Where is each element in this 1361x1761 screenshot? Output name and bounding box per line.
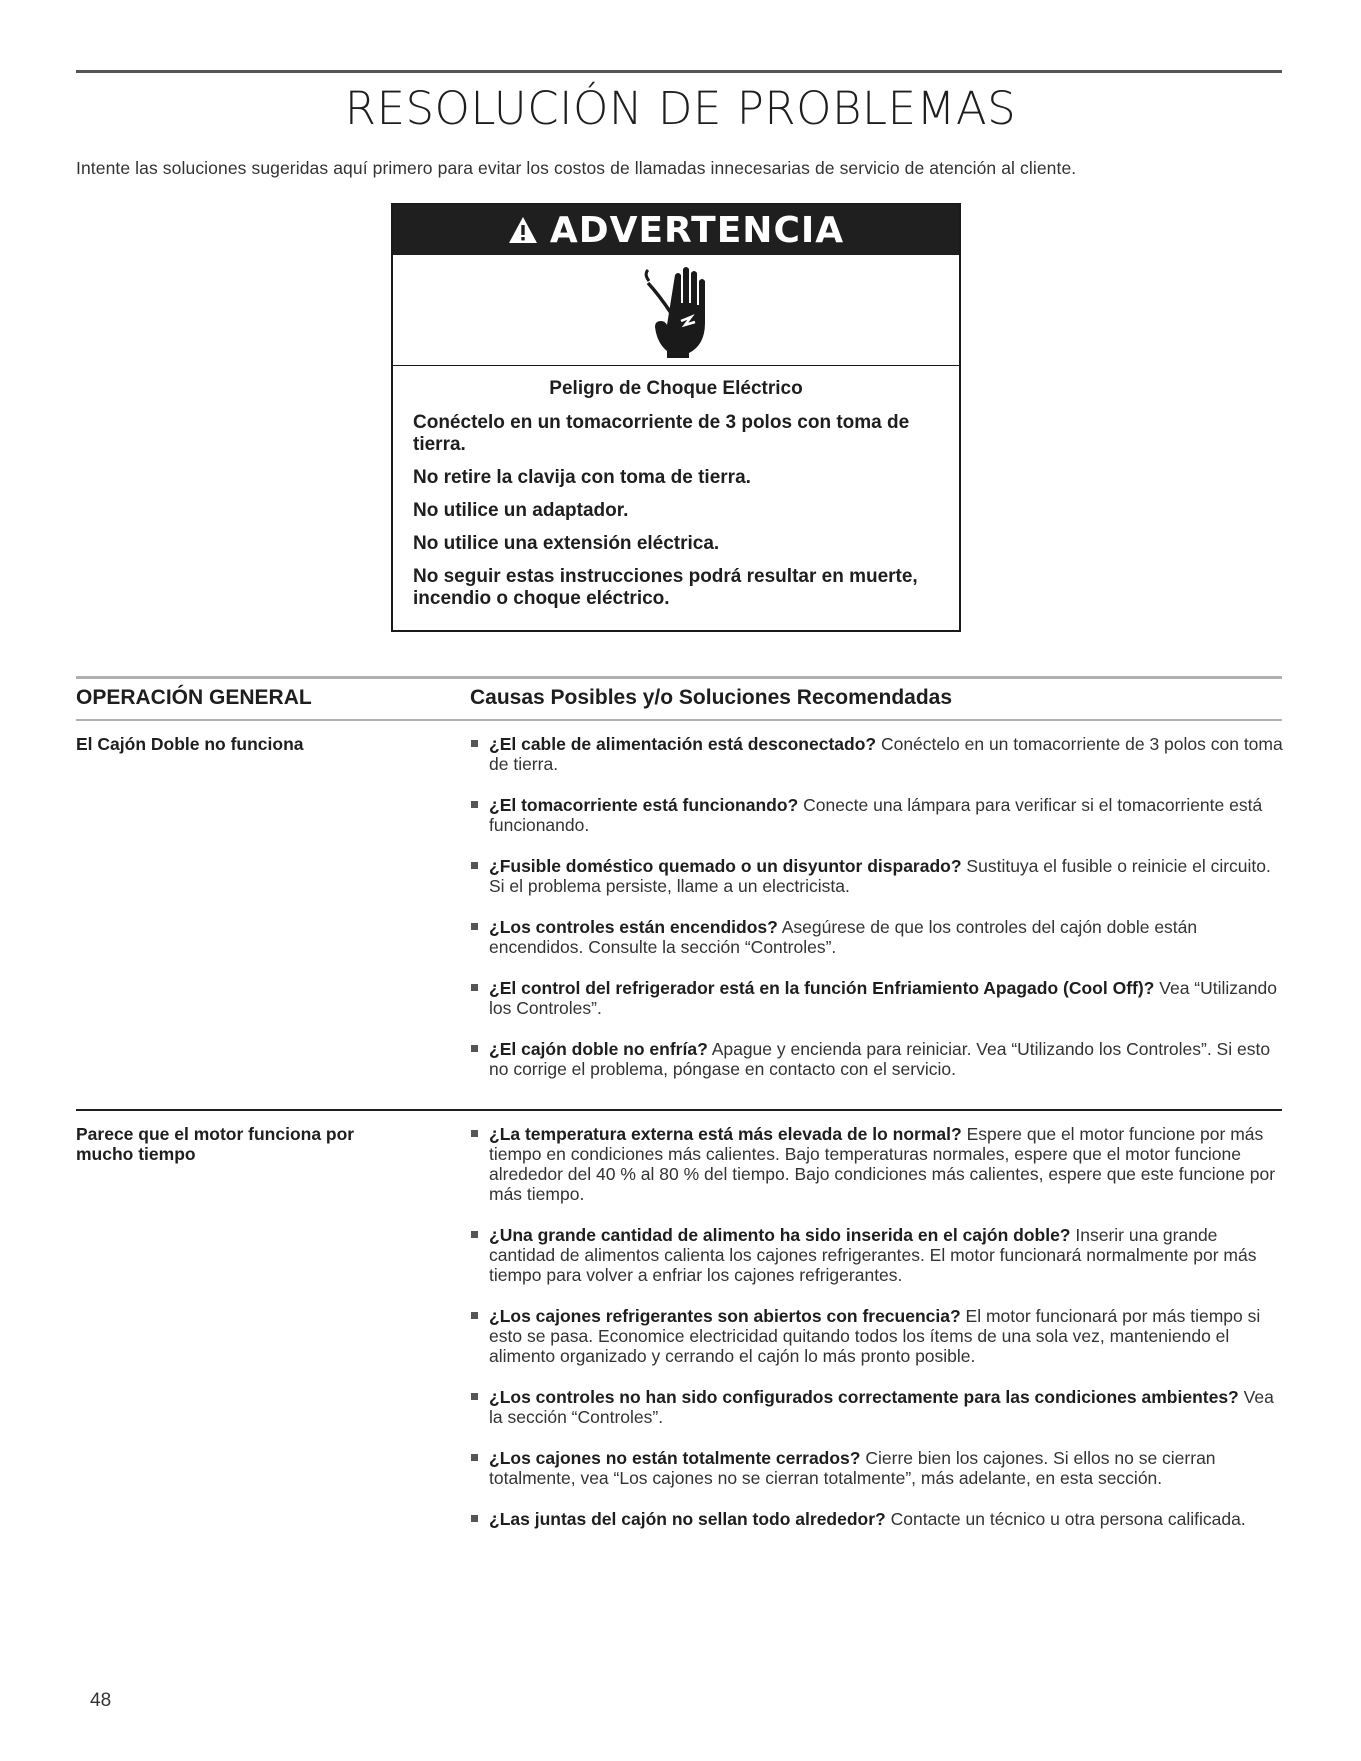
- warning-header: [393, 205, 959, 255]
- problem-title: Parece que el motor funciona por mucho tiempo: [76, 1124, 355, 1164]
- solution-answer: Apague y encienda para reiniciar. Vea “Utilizando los Controles”. Si esto no corrige el problema, póngase en contacto con el servicio.: [489, 1039, 1271, 1079]
- warning-box: [391, 203, 961, 632]
- solution-answer: Conecte una lámpara para verificar si el tomacorriente está funcionando.: [489, 795, 1263, 835]
- warning-icon-area: [393, 255, 959, 366]
- solution-question: ¿Los controles están encendidos?: [489, 917, 778, 937]
- warning-line: No utilice un adaptador.: [413, 500, 629, 521]
- solution-question: ¿El control del refrigerador está en la función Enfriamiento Apagado (Cool Off)?: [489, 978, 1155, 998]
- electric-shock-hand-icon: [641, 263, 711, 358]
- solution-answer: Cierre bien los cajones. Si ellos no se cierran totalmente, vea “Los cajones no se cierran totalmente”, más adelante, en esta sección.: [489, 1448, 1216, 1488]
- solution-answer: Contacte un técnico u otra persona calificada.: [890, 1509, 1246, 1529]
- solution-item: [471, 1387, 1283, 1427]
- bullet-icon: [471, 984, 478, 991]
- solution-question: ¿Los controles no han sido configurados correctamente para las condiciones ambientes?: [489, 1387, 1239, 1407]
- solution-question: ¿Los cajones refrigerantes son abiertos con frecuencia?: [489, 1306, 961, 1326]
- solution-answer: Asegúrese de que los controles del cajón doble están encendidos. Consulte la sección “Controles”.: [489, 917, 1198, 957]
- warning-body: [393, 366, 959, 610]
- bullet-icon: [471, 1454, 478, 1461]
- solution-question: ¿El cajón doble no enfría?: [489, 1039, 708, 1059]
- solution-item: [471, 734, 1283, 774]
- solution-answer: El motor funcionará por más tiempo si esto se pasa. Economice electricidad quitando todos los ítems de una sola vez, manteniendo el alimento organizado y cerrando el cajón lo más pronto posible.: [489, 1306, 1261, 1366]
- solution-answer: Vea la sección “Controles”.: [489, 1387, 1274, 1427]
- bullet-icon: [471, 1045, 478, 1052]
- solution-question: ¿Fusible doméstico quemado o un disyuntor disparado?: [489, 856, 962, 876]
- bullet-icon: [471, 740, 478, 747]
- solution-item: [471, 856, 1283, 896]
- solution-answer: Sustituya el fusible o reinicie el circuito. Si el problema persiste, llame a un electricista.: [489, 856, 1271, 896]
- solution-question: ¿La temperatura externa está más elevada de lo normal?: [489, 1124, 962, 1144]
- solution-item: [471, 917, 1283, 957]
- top-rule: [76, 70, 1282, 73]
- warning-line: No seguir estas instrucciones podrá resultar en muerte, incendio o choque eléctrico.: [413, 566, 918, 609]
- solution-item: [471, 1039, 1283, 1079]
- warning-line: Conéctelo en un tomacorriente de 3 polos con toma de tierra.: [413, 412, 910, 455]
- page-number: 48: [90, 1690, 112, 1711]
- warning-title: ADVERTENCIA: [549, 209, 845, 251]
- solution-item: [471, 978, 1283, 1018]
- table-header-solutions: Causas Posibles y/o Soluciones Recomendadas: [470, 686, 953, 709]
- solution-list: [471, 1124, 1283, 1529]
- solution-answer: Conéctelo en un tomacorriente de 3 polos con toma de tierra.: [489, 734, 1283, 774]
- solution-item: [471, 1448, 1283, 1488]
- solution-question: ¿Los cajones no están totalmente cerrados?: [489, 1448, 861, 1468]
- solution-answer: Inserir una grande cantidad de alimentos calienta los cajones refrigerantes. El motor funcionará normalmente por más tiempo para volver a enfriar los cajones refrigerantes.: [489, 1225, 1257, 1285]
- bullet-icon: [471, 923, 478, 930]
- bullet-icon: [471, 1130, 478, 1137]
- solution-list: [471, 734, 1283, 1079]
- solution-question: ¿El cable de alimentación está desconectado?: [489, 734, 877, 754]
- table-header-problem: OPERACIÓN GENERAL: [76, 686, 312, 709]
- bullet-icon: [471, 1393, 478, 1400]
- bullet-icon: [471, 1515, 478, 1522]
- warning-triangle-icon: [508, 215, 538, 245]
- bullet-icon: [471, 1312, 478, 1319]
- intro-text: Intente las soluciones sugeridas aquí primero para evitar los costos de llamadas innecesarias de servicio de atención al cliente.: [76, 158, 1077, 178]
- section-divider: [76, 1109, 1282, 1111]
- table-header-rule-top: [76, 676, 1282, 679]
- solution-answer: Espere que el motor funcione por más tiempo en condiciones más calientes. Bajo temperaturas normales, espere que el motor funcione alrededor del 40 % al 80 % del tiempo. Bajo condiciones más calientes, espere que este funcione por más tiempo.: [489, 1124, 1276, 1204]
- solution-question: ¿Las juntas del cajón no sellan todo alrededor?: [489, 1509, 886, 1529]
- solution-item: [471, 1509, 1283, 1529]
- solution-question: ¿El tomacorriente está funcionando?: [489, 795, 799, 815]
- bullet-icon: [471, 1231, 478, 1238]
- problem-title: El Cajón Doble no funciona: [76, 734, 304, 754]
- solution-item: [471, 795, 1283, 835]
- solution-answer: Vea “Utilizando los Controles”.: [489, 978, 1277, 1018]
- solution-item: [471, 1225, 1283, 1285]
- solution-item: [471, 1306, 1283, 1366]
- bullet-icon: [471, 862, 478, 869]
- bullet-icon: [471, 801, 478, 808]
- solution-item: [471, 1124, 1283, 1204]
- solution-question: ¿Una grande cantidad de alimento ha sido inserida en el cajón doble?: [489, 1225, 1071, 1245]
- warning-subtitle: Peligro de Choque Eléctrico: [549, 378, 803, 399]
- table-header-rule-bottom: [76, 719, 1282, 721]
- page-title: RESOLUCIÓN DE PROBLEMAS: [344, 82, 1017, 135]
- warning-line: No utilice una extensión eléctrica.: [413, 533, 720, 554]
- warning-line: No retire la clavija con toma de tierra.: [413, 467, 751, 488]
